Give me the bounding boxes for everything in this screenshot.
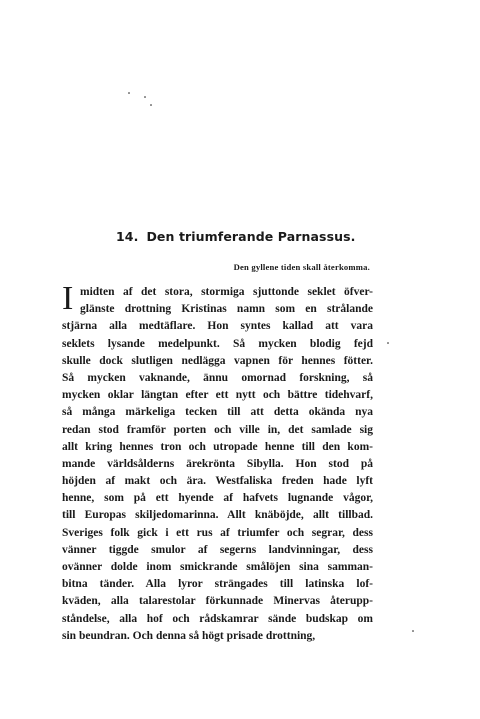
- epigraph: Den gyllene tiden skall återkomma.: [233, 262, 370, 272]
- text-line: vänner tiggde smulor af segerns landvinningar, dess: [62, 543, 373, 556]
- page-speck: [144, 96, 146, 98]
- text-line: mande världsålderns ärekrönta Sibylla. Hon stod på: [62, 457, 373, 470]
- text-line: redan stod framför porten och ville in, det samlade sig: [62, 423, 373, 436]
- text-line: glänste drottning Kristinas namn som en strålande: [80, 303, 373, 316]
- drop-cap: I: [62, 280, 74, 317]
- body-paragraph: [62, 280, 373, 645]
- text-line: allt kring hennes tron och utropade henne till den kom-: [62, 440, 373, 453]
- text-line: höjden af makt och ära. Westfaliska freden hade lyft: [62, 475, 373, 488]
- text-line: Sveriges folk gick i ett rus af triumfer och segrar, dess: [62, 526, 373, 539]
- text-line: bitna tänder. Alla lyror strängades till latinska lof-: [62, 578, 373, 591]
- text-line: ståndelse, alla hof och rådskamrar sände budskap om: [62, 612, 373, 625]
- text-line: midten af det stora, stormiga sjuttonde seklet öfver-: [80, 286, 373, 298]
- text-line: sin beundran. Och denna så högt prisade drottning,: [62, 629, 316, 642]
- chapter-heading: [116, 229, 376, 244]
- page-speck: [387, 342, 389, 344]
- text-line: Så mycken vaknande, ännu omornad forskning, så: [62, 371, 373, 384]
- chapter-number: 14.: [116, 229, 139, 244]
- text-line: stjärna alla medtäflare. Hon syntes kallad att vara: [62, 320, 373, 333]
- text-line: kväden, alla talarestolar förkunnade Minervas återupp-: [62, 595, 373, 608]
- text-line: så många märkeliga tecken till att detta okända nya: [62, 406, 373, 419]
- text-line: seklets lysande medelpunkt. Så mycken blodig fejd: [62, 337, 373, 350]
- text-line: ovänner dolde inom smickrande smålöjen sina samman-: [62, 561, 373, 573]
- page-speck: [128, 92, 130, 94]
- page-speck: [150, 104, 152, 106]
- text-line: henne, som på ett hyende af hafvets lugnande vågor,: [62, 492, 373, 505]
- text-line: skulle dock slutligen nedlägga vapnen för hennes fötter.: [62, 354, 373, 367]
- chapter-title: Den triumferande Parnassus.: [146, 229, 356, 244]
- page-speck: [412, 630, 414, 632]
- text-line: mycken oklar längtan efter ett nytt och bättre tidehvarf,: [62, 389, 373, 402]
- text-line: till Europas skiljedomarinna. Allt knäböjde, allt tillbad.: [62, 509, 373, 522]
